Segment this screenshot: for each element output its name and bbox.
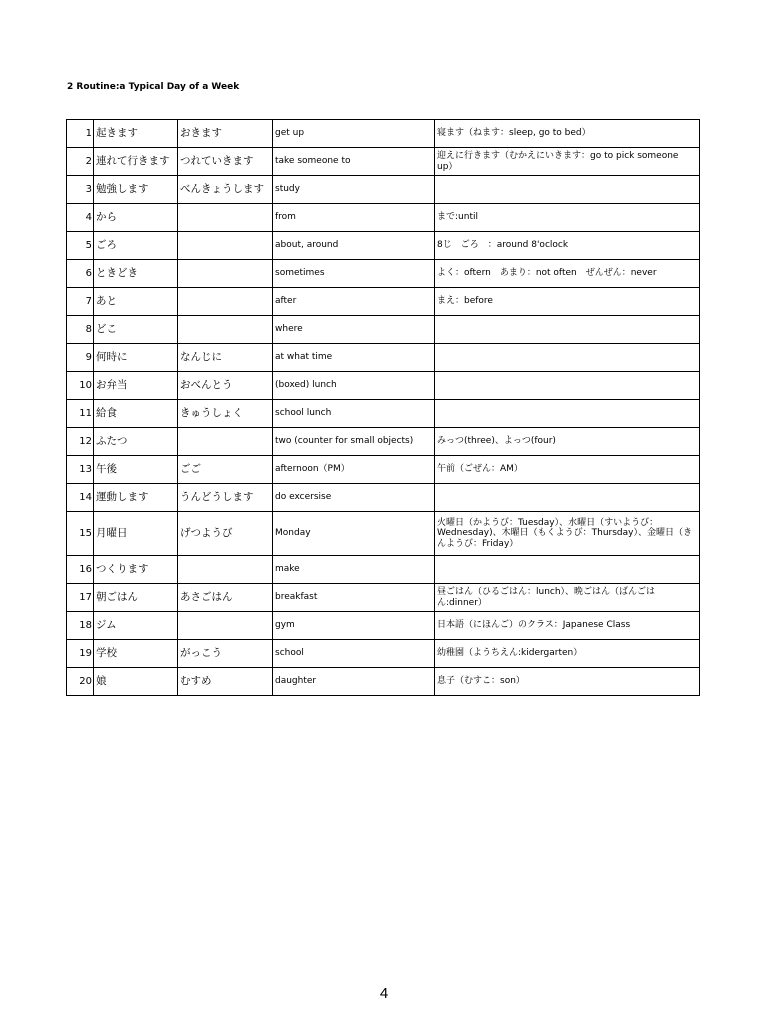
- word-kanji: 学校: [94, 640, 178, 668]
- table-row: [67, 204, 700, 232]
- word-kana: ごご: [178, 456, 273, 484]
- word-english: (boxed) lunch: [273, 372, 435, 400]
- row-number: 3: [67, 176, 94, 204]
- related-words: 幼稚園（ようちえん:kidergarten）: [435, 640, 700, 668]
- word-kana: つれていきます: [178, 148, 273, 176]
- word-kana: むすめ: [178, 668, 273, 696]
- related-words: よく：oftern あまり：not often ぜんぜん：never: [435, 260, 700, 288]
- related-words: [435, 176, 700, 204]
- row-number: 11: [67, 400, 94, 428]
- word-english: sometimes: [273, 260, 435, 288]
- page-heading: 2 Routine:a Typical Day of a Week: [67, 82, 240, 92]
- related-words: 日本語（にほんご）のクラス：Japanese Class: [435, 612, 700, 640]
- word-english: after: [273, 288, 435, 316]
- word-kanji: ふたつ: [94, 428, 178, 456]
- table-row: [67, 512, 700, 556]
- page-number: 4: [379, 985, 389, 1002]
- row-number: 12: [67, 428, 94, 456]
- related-words: 迎えに行きます（むかえにいきます：go to pick someone up）: [435, 148, 700, 176]
- related-words: 昼ごはん（ひるごはん：lunch）、晩ごはん（ばんごはん:dinner）: [435, 584, 700, 612]
- word-english: from: [273, 204, 435, 232]
- table-row: [67, 288, 700, 316]
- word-kanji: ときどき: [94, 260, 178, 288]
- row-number: 19: [67, 640, 94, 668]
- table-row: [67, 456, 700, 484]
- word-english: at what time: [273, 344, 435, 372]
- table-row: [67, 316, 700, 344]
- word-kanji: あと: [94, 288, 178, 316]
- word-kanji: ごろ: [94, 232, 178, 260]
- table-row: [67, 176, 700, 204]
- related-words: まえ：before: [435, 288, 700, 316]
- word-kana: あさごはん: [178, 584, 273, 612]
- word-english: breakfast: [273, 584, 435, 612]
- word-kana: おきます: [178, 120, 273, 148]
- row-number: 10: [67, 372, 94, 400]
- row-number: 14: [67, 484, 94, 512]
- table-row: [67, 260, 700, 288]
- word-kanji: 給食: [94, 400, 178, 428]
- word-kana: [178, 612, 273, 640]
- row-number: 9: [67, 344, 94, 372]
- row-number: 7: [67, 288, 94, 316]
- related-words: みっつ(three)、よっつ(four): [435, 428, 700, 456]
- word-kana: [178, 288, 273, 316]
- word-english: gym: [273, 612, 435, 640]
- row-number: 8: [67, 316, 94, 344]
- row-number: 13: [67, 456, 94, 484]
- word-english: Monday: [273, 512, 435, 556]
- word-kanji: 運動します: [94, 484, 178, 512]
- word-kana: [178, 232, 273, 260]
- table-row: [67, 484, 700, 512]
- word-kanji: 起きます: [94, 120, 178, 148]
- word-english: about, around: [273, 232, 435, 260]
- related-words: まで:until: [435, 204, 700, 232]
- word-kanji: 朝ごはん: [94, 584, 178, 612]
- table-row: [67, 344, 700, 372]
- vocabulary-table-body: [67, 120, 700, 696]
- row-number: 6: [67, 260, 94, 288]
- word-english: get up: [273, 120, 435, 148]
- word-english: do excersise: [273, 484, 435, 512]
- table-row: [67, 428, 700, 456]
- related-words: [435, 372, 700, 400]
- word-english: school: [273, 640, 435, 668]
- word-kanji: お弁当: [94, 372, 178, 400]
- table-row: [67, 612, 700, 640]
- word-english: two (counter for small objects): [273, 428, 435, 456]
- word-english: study: [273, 176, 435, 204]
- word-kanji: 連れて行きます: [94, 148, 178, 176]
- row-number: 20: [67, 668, 94, 696]
- related-words: 火曜日（かようび：Tuesday）、水曜日（すいようび：Wednesday)、木曜日（もくようび：Thursday）、金曜日（きんようび：Friday）: [435, 512, 700, 556]
- word-kanji: 月曜日: [94, 512, 178, 556]
- word-kanji: 勉強します: [94, 176, 178, 204]
- related-words: 息子（むすこ：son）: [435, 668, 700, 696]
- word-kanji: 娘: [94, 668, 178, 696]
- word-english: take someone to: [273, 148, 435, 176]
- table-row: [67, 400, 700, 428]
- word-kana: [178, 260, 273, 288]
- related-words: [435, 556, 700, 584]
- related-words: [435, 344, 700, 372]
- row-number: 15: [67, 512, 94, 556]
- table-row: [67, 556, 700, 584]
- word-english: afternoon（PM）: [273, 456, 435, 484]
- word-kana: [178, 316, 273, 344]
- word-kanji: つくります: [94, 556, 178, 584]
- word-kana: なんじに: [178, 344, 273, 372]
- word-kana: [178, 204, 273, 232]
- word-english: school lunch: [273, 400, 435, 428]
- table-row: [67, 232, 700, 260]
- word-kana: [178, 556, 273, 584]
- word-kanji: ジム: [94, 612, 178, 640]
- word-english: daughter: [273, 668, 435, 696]
- table-row: [67, 640, 700, 668]
- related-words: 午前（ごぜん：AM）: [435, 456, 700, 484]
- word-kana: うんどうします: [178, 484, 273, 512]
- word-kanji: どこ: [94, 316, 178, 344]
- row-number: 4: [67, 204, 94, 232]
- word-english: where: [273, 316, 435, 344]
- word-kanji: から: [94, 204, 178, 232]
- word-kana: おべんとう: [178, 372, 273, 400]
- row-number: 5: [67, 232, 94, 260]
- table-row: [67, 120, 700, 148]
- word-kana: きゅうしょく: [178, 400, 273, 428]
- table-row: [67, 148, 700, 176]
- table-row: [67, 372, 700, 400]
- row-number: 16: [67, 556, 94, 584]
- related-words: [435, 316, 700, 344]
- word-english: make: [273, 556, 435, 584]
- table-row: [67, 584, 700, 612]
- word-kana: べんきょうします: [178, 176, 273, 204]
- row-number: 17: [67, 584, 94, 612]
- word-kanji: 何時に: [94, 344, 178, 372]
- related-words: [435, 400, 700, 428]
- related-words: 8じ ごろ ：around 8'oclock: [435, 232, 700, 260]
- table-row: [67, 668, 700, 696]
- vocabulary-table: [66, 119, 700, 696]
- row-number: 1: [67, 120, 94, 148]
- word-kana: げつようび: [178, 512, 273, 556]
- row-number: 2: [67, 148, 94, 176]
- word-kanji: 午後: [94, 456, 178, 484]
- row-number: 18: [67, 612, 94, 640]
- related-words: [435, 484, 700, 512]
- word-kana: [178, 428, 273, 456]
- word-kana: がっこう: [178, 640, 273, 668]
- related-words: 寝ます（ねます：sleep, go to bed）: [435, 120, 700, 148]
